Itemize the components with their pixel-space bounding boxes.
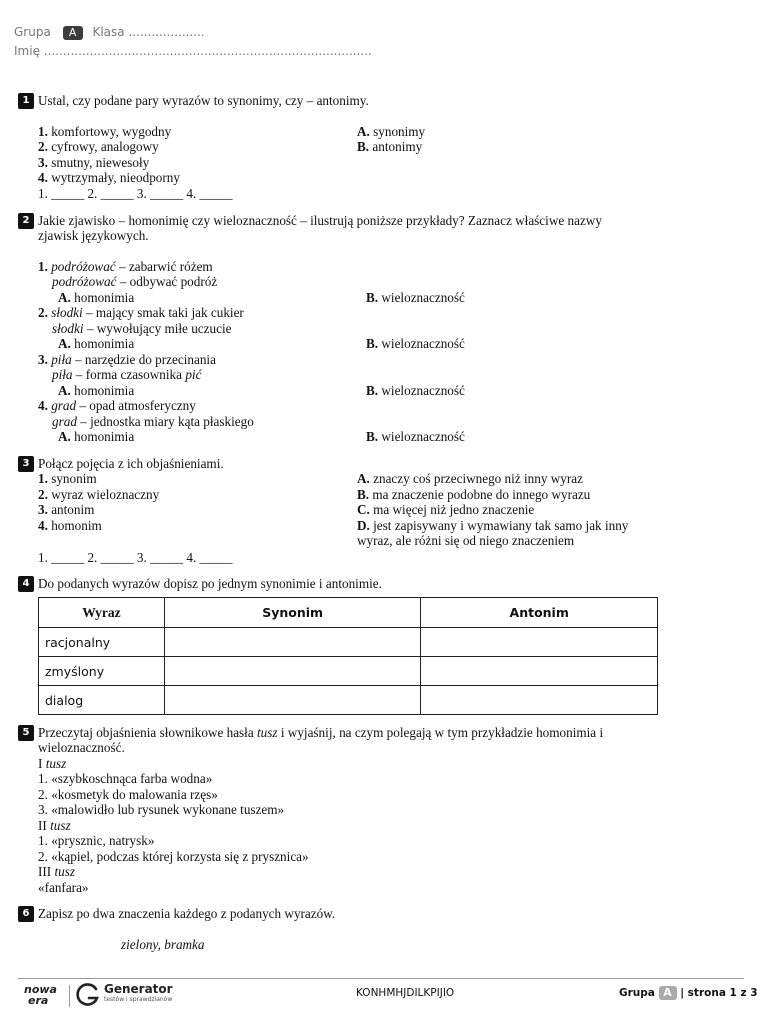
- q3-answer-line[interactable]: 1. _____ 2. _____ 3. _____ 4. _____: [38, 550, 233, 565]
- q3-term: 1. synonim: [38, 471, 97, 486]
- question-2-prompt-cont: zjawisk językowych.: [38, 228, 149, 243]
- q2-option-b[interactable]: B. wieloznaczność: [366, 383, 465, 398]
- question-1-number: 1: [18, 93, 34, 109]
- word-cell: racjonalny: [39, 628, 165, 657]
- question-4-number: 4: [18, 576, 34, 592]
- footer-divider: [18, 978, 744, 979]
- col-header-word: Wyraz: [39, 598, 165, 628]
- q2-option-a[interactable]: A. homonimia: [58, 383, 135, 398]
- dict-definition: 2. «kąpiel, podczas której korzysta się z prysznica»: [38, 849, 309, 864]
- class-label: Klasa ....................: [92, 25, 205, 39]
- question-6-prompt: Zapisz po dwa znaczenia każdego z podanych wyrazów.: [38, 906, 336, 921]
- q1-item: 4. wytrzymały, nieodporny: [38, 170, 180, 185]
- q3-term: 4. homonim: [38, 518, 102, 533]
- q3-term: 3. antonim: [38, 502, 95, 517]
- q3-definition-cont: wyraz, ale różni się od niego znaczeniem: [357, 533, 575, 548]
- q3-term: 2. wyraz wieloznaczny: [38, 487, 160, 502]
- header-group-line: [14, 25, 205, 40]
- question-4-prompt: Do podanych wyrazów dopisz po jednym synonimie i antonimie.: [38, 576, 382, 591]
- synonym-input-cell[interactable]: [164, 686, 421, 715]
- table-row: [39, 657, 658, 686]
- q1-item: 1. komfortowy, wygodny: [38, 124, 172, 139]
- q2-option-b[interactable]: B. wieloznaczność: [366, 290, 465, 305]
- q2-option-a[interactable]: A. homonimia: [58, 429, 135, 444]
- synonym-input-cell[interactable]: [164, 657, 421, 686]
- q1-option-a: A. synonimy: [357, 124, 426, 139]
- q2-option-a[interactable]: A. homonimia: [58, 336, 135, 351]
- question-1-prompt: Ustal, czy podane pary wyrazów to synonimy, czy – antonimy.: [38, 93, 369, 108]
- q3-definition: C. ma więcej niż jedno znaczenie: [357, 502, 535, 517]
- q2-item-line: 4. grad – opad atmosferyczny: [38, 398, 196, 413]
- dict-definition: 1. «szybkoschnąca farba wodna»: [38, 771, 213, 786]
- question-2-number: 2: [18, 213, 34, 229]
- question-2-prompt: Jakie zjawisko – homonimię czy wieloznaczność – ilustrują poniższe przykłady? Zaznacz właściwe nazwy: [38, 213, 602, 228]
- q2-option-a[interactable]: A. homonimia: [58, 290, 135, 305]
- antonym-input-cell[interactable]: [421, 628, 658, 657]
- q2-item-line: podróżować – odbywać podróż: [52, 274, 218, 289]
- logo-divider: [69, 985, 70, 1007]
- footer-page-info: Grupa A | strona 1 z 3: [619, 986, 758, 999]
- q2-item-line: grad – jednostka miary kąta płaskiego: [52, 414, 254, 429]
- col-header-synonym: Synonim: [164, 598, 421, 628]
- q3-definition: B. ma znaczenie podobne do innego wyrazu: [357, 487, 591, 502]
- question-3-prompt: Połącz pojęcia z ich objaśnieniami.: [38, 456, 224, 471]
- q2-item-line: piła – forma czasownika pić: [52, 367, 202, 382]
- table-row: [39, 628, 658, 657]
- q1-item: 2. cyfrowy, analogowy: [38, 139, 159, 154]
- dict-definition: «fanfara»: [38, 880, 89, 895]
- q2-item-line: 3. piła – narzędzie do przecinania: [38, 352, 216, 367]
- question-5-prompt: Przeczytaj objaśnienia słownikowe hasła tusz i wyjaśnij, na czym polegają w tym przykładzie homonimia i: [38, 725, 604, 740]
- question-5-number: 5: [18, 725, 34, 741]
- dict-entry-heading: III tusz: [38, 864, 76, 879]
- name-line: Imię ......................................................................................: [14, 44, 372, 58]
- table-row: [39, 686, 658, 715]
- q2-option-b[interactable]: B. wieloznaczność: [366, 336, 465, 351]
- q1-item: 3. smutny, niewesoły: [38, 155, 150, 170]
- q1-option-b: B. antonimy: [357, 139, 423, 154]
- q3-definition: A. znaczy coś przeciwnego niż inny wyraz: [357, 471, 583, 486]
- footer-group-badge: A: [659, 986, 677, 1000]
- dict-definition: 2. «kosmetyk do malowania rzęs»: [38, 787, 218, 802]
- dict-definition: 3. «malowidło lub rysunek wykonane tuszem»: [38, 802, 285, 817]
- q2-item-line: 1. podróżować – zabarwić różem: [38, 259, 213, 274]
- q6-words: zielony, bramka: [121, 937, 205, 952]
- col-header-antonym: Antonim: [421, 598, 658, 628]
- q3-definition: D. jest zapisywany i wymawiany tak samo jak inny: [357, 518, 629, 533]
- generator-logo-text: Generator testów i sprawdzianów: [104, 982, 173, 1003]
- group-label: Grupa: [14, 25, 51, 39]
- q2-option-b[interactable]: B. wieloznaczność: [366, 429, 465, 444]
- word-cell: dialog: [39, 686, 165, 715]
- dict-definition: 1. «prysznic, natrysk»: [38, 833, 155, 848]
- group-badge: A: [63, 26, 83, 40]
- dict-entry-heading: II tusz: [38, 818, 71, 833]
- synonym-antonym-table: [38, 597, 658, 715]
- q2-item-line: słodki – wywołujący miłe uczucie: [52, 321, 232, 336]
- question-6-number: 6: [18, 906, 34, 922]
- nowa-era-logo: nowa era: [24, 983, 57, 1007]
- question-5-prompt-cont: wieloznaczność.: [38, 740, 125, 755]
- word-cell: zmyślony: [39, 657, 165, 686]
- synonym-input-cell[interactable]: [164, 628, 421, 657]
- q2-item-line: 2. słodki – mający smak taki jak cukier: [38, 305, 244, 320]
- document-code: KONHMHJDILKPIJIO: [356, 987, 455, 999]
- q1-answer-line[interactable]: 1. _____ 2. _____ 3. _____ 4. _____: [38, 186, 233, 201]
- dict-entry-heading: I tusz: [38, 756, 67, 771]
- antonym-input-cell[interactable]: [421, 657, 658, 686]
- question-3-number: 3: [18, 456, 34, 472]
- generator-logo-icon: [76, 983, 102, 1009]
- page-number: | strona 1 z 3: [680, 987, 758, 999]
- antonym-input-cell[interactable]: [421, 686, 658, 715]
